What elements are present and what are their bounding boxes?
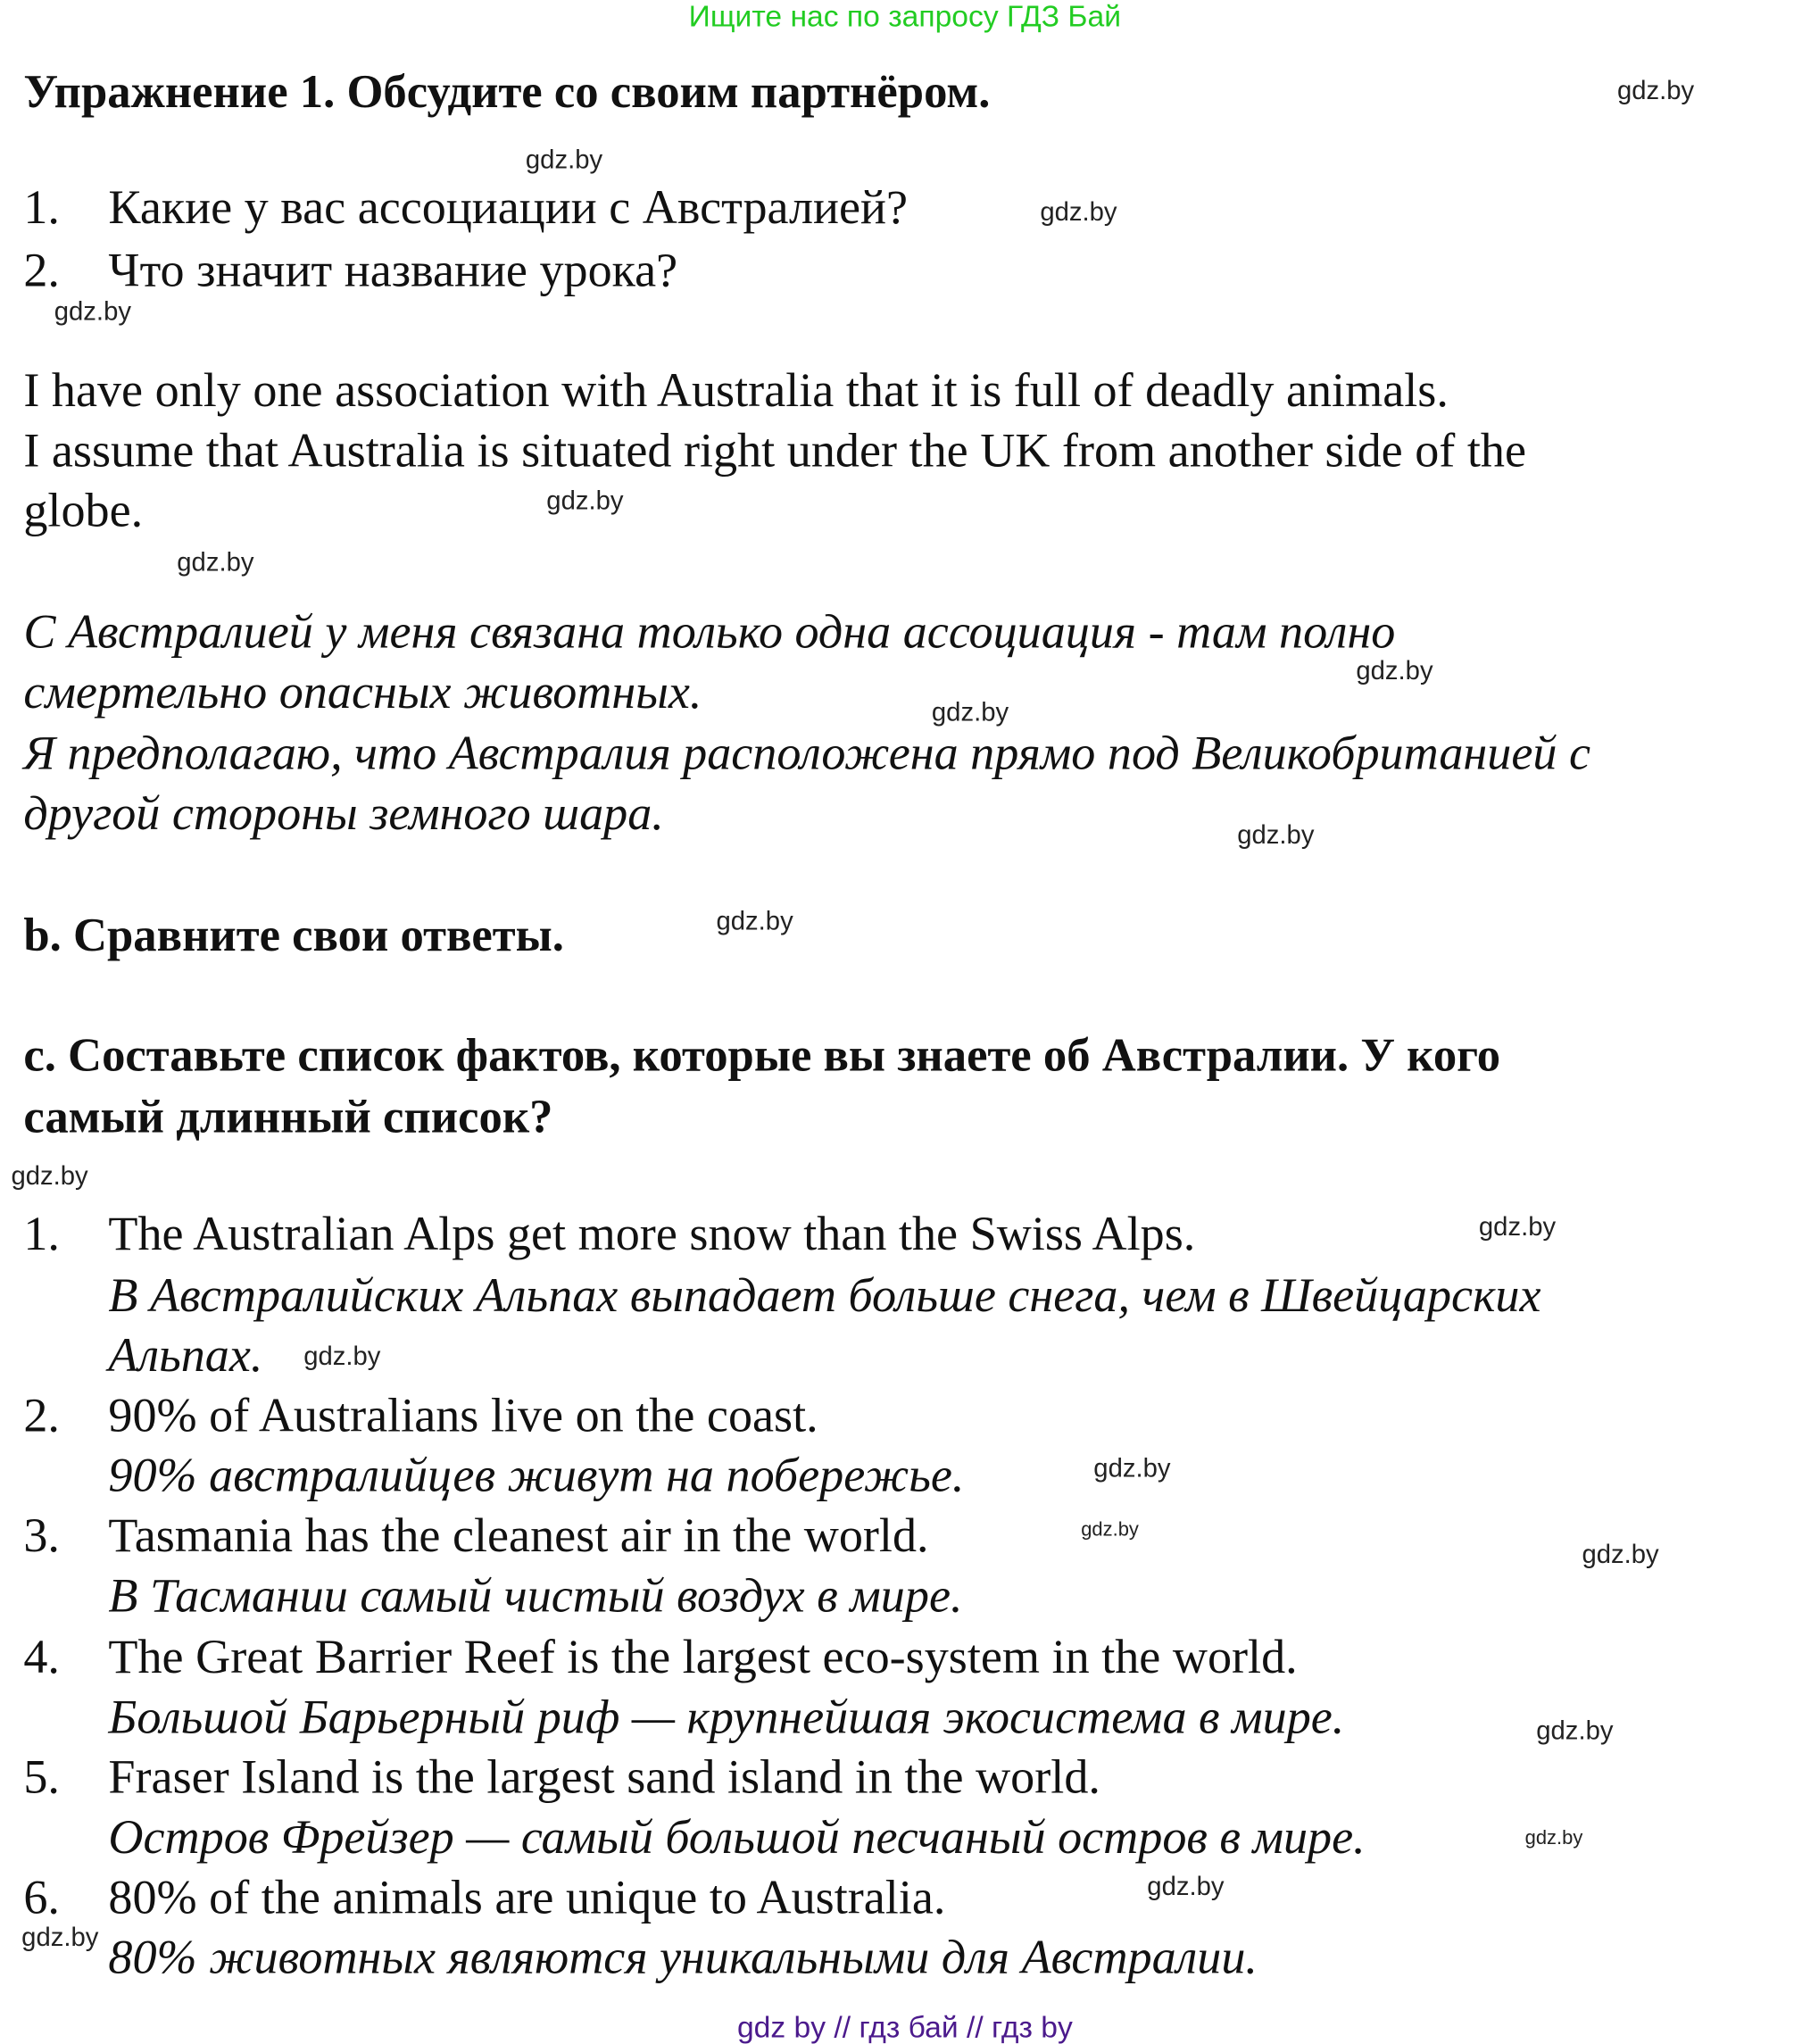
question-number: 2. xyxy=(23,244,60,298)
watermark: gdz.by xyxy=(1616,77,1695,106)
exercise-title: Упражнение 1. Обсудите со своим партнёром. xyxy=(23,65,991,118)
watermark: gdz.by xyxy=(1237,821,1315,851)
answer-ru-line: другой стороны земного шара. xyxy=(23,787,664,842)
watermark: gdz.by xyxy=(303,1342,381,1372)
fact-en: 90% of Australians live on the coast. xyxy=(108,1389,818,1443)
fact-number: 1. xyxy=(23,1208,60,1262)
task-c-heading: самый длинный список? xyxy=(23,1090,553,1143)
watermark: gdz.by xyxy=(1081,1518,1139,1541)
fact-number: 5. xyxy=(23,1750,60,1805)
watermark: gdz.by xyxy=(1147,1872,1225,1902)
watermark: gdz.by xyxy=(1478,1213,1557,1242)
fact-en: Fraser Island is the largest sand island in the world. xyxy=(108,1750,1100,1805)
watermark: gdz.by xyxy=(177,548,254,577)
answer-ru-line: Я предполагаю, что Австралия расположена прямо под Великобританией с xyxy=(23,727,1591,781)
watermark: gdz.by xyxy=(1582,1541,1659,1570)
watermark: gdz.by xyxy=(1536,1716,1614,1747)
fact-ru: 90% австралийцев живут на побережье. xyxy=(108,1449,965,1503)
answer-ru-line: смертельно опасных животных. xyxy=(23,666,702,720)
task-c-heading: c. Составьте список фактов, которые вы знаете об Австралии. У кого xyxy=(23,1028,1501,1082)
fact-en: The Great Barrier Reef is the largest eco-system in the world. xyxy=(108,1631,1298,1685)
fact-en: Tasmania has the cleanest air in the world. xyxy=(108,1509,929,1564)
answer-en-line: I have only one association with Australia that it is full of deadly animals. xyxy=(23,364,1449,419)
watermark: gdz.by xyxy=(1524,1826,1583,1849)
fact-number: 3. xyxy=(23,1509,60,1564)
watermark: gdz.by xyxy=(546,486,624,516)
fact-en: The Australian Alps get more snow than the Swiss Alps. xyxy=(108,1208,1196,1262)
answer-en-line: I assume that Australia is situated right under the UK from another side of the xyxy=(23,424,1527,478)
watermark: gdz.by xyxy=(1356,656,1433,686)
question-text: Какие у вас ассоциации с Австралией? xyxy=(108,181,909,236)
fact-number: 2. xyxy=(23,1389,60,1443)
fact-ru: В Австралийских Альпах выпадает больше снега, чем в Швейцарских xyxy=(108,1269,1541,1324)
search-banner: Ищите нас по запросу ГДЗ Бай xyxy=(688,0,1122,33)
fact-ru: Альпах. xyxy=(108,1329,263,1383)
question-text: Что значит название урока? xyxy=(108,244,678,298)
watermark: gdz.by xyxy=(21,1923,99,1953)
fact-number: 6. xyxy=(23,1871,60,1925)
fact-number: 4. xyxy=(23,1631,60,1685)
watermark: gdz.by xyxy=(1093,1454,1171,1483)
watermark: gdz.by xyxy=(525,145,603,176)
question-number: 1. xyxy=(23,181,60,236)
watermark: gdz.by xyxy=(11,1162,88,1192)
watermark: gdz.by xyxy=(54,297,131,327)
task-b-heading: b. Сравните свои ответы. xyxy=(23,909,564,961)
footer-links: gdz by // гдз бай // гдз by xyxy=(736,2009,1073,2044)
watermark: gdz.by xyxy=(931,698,1009,727)
fact-en: 80% of the animals are unique to Australia. xyxy=(108,1871,946,1925)
answer-ru-line: С Австралией у меня связана только одна ассоциация - там полно xyxy=(23,605,1396,660)
fact-ru: В Тасмании самый чистый воздух в мире. xyxy=(108,1569,963,1624)
fact-ru: Остров Фрейзер — самый большой песчаный остров в мире. xyxy=(108,1811,1366,1865)
fact-ru: Большой Барьерный риф — крупнейшая экосистема в мире. xyxy=(108,1691,1345,1745)
watermark: gdz.by xyxy=(716,907,793,936)
fact-ru: 80% животных являются уникальными для Австралии. xyxy=(108,1931,1258,1985)
answer-en-line: globe. xyxy=(23,484,144,538)
watermark: gdz.by xyxy=(1040,198,1117,228)
